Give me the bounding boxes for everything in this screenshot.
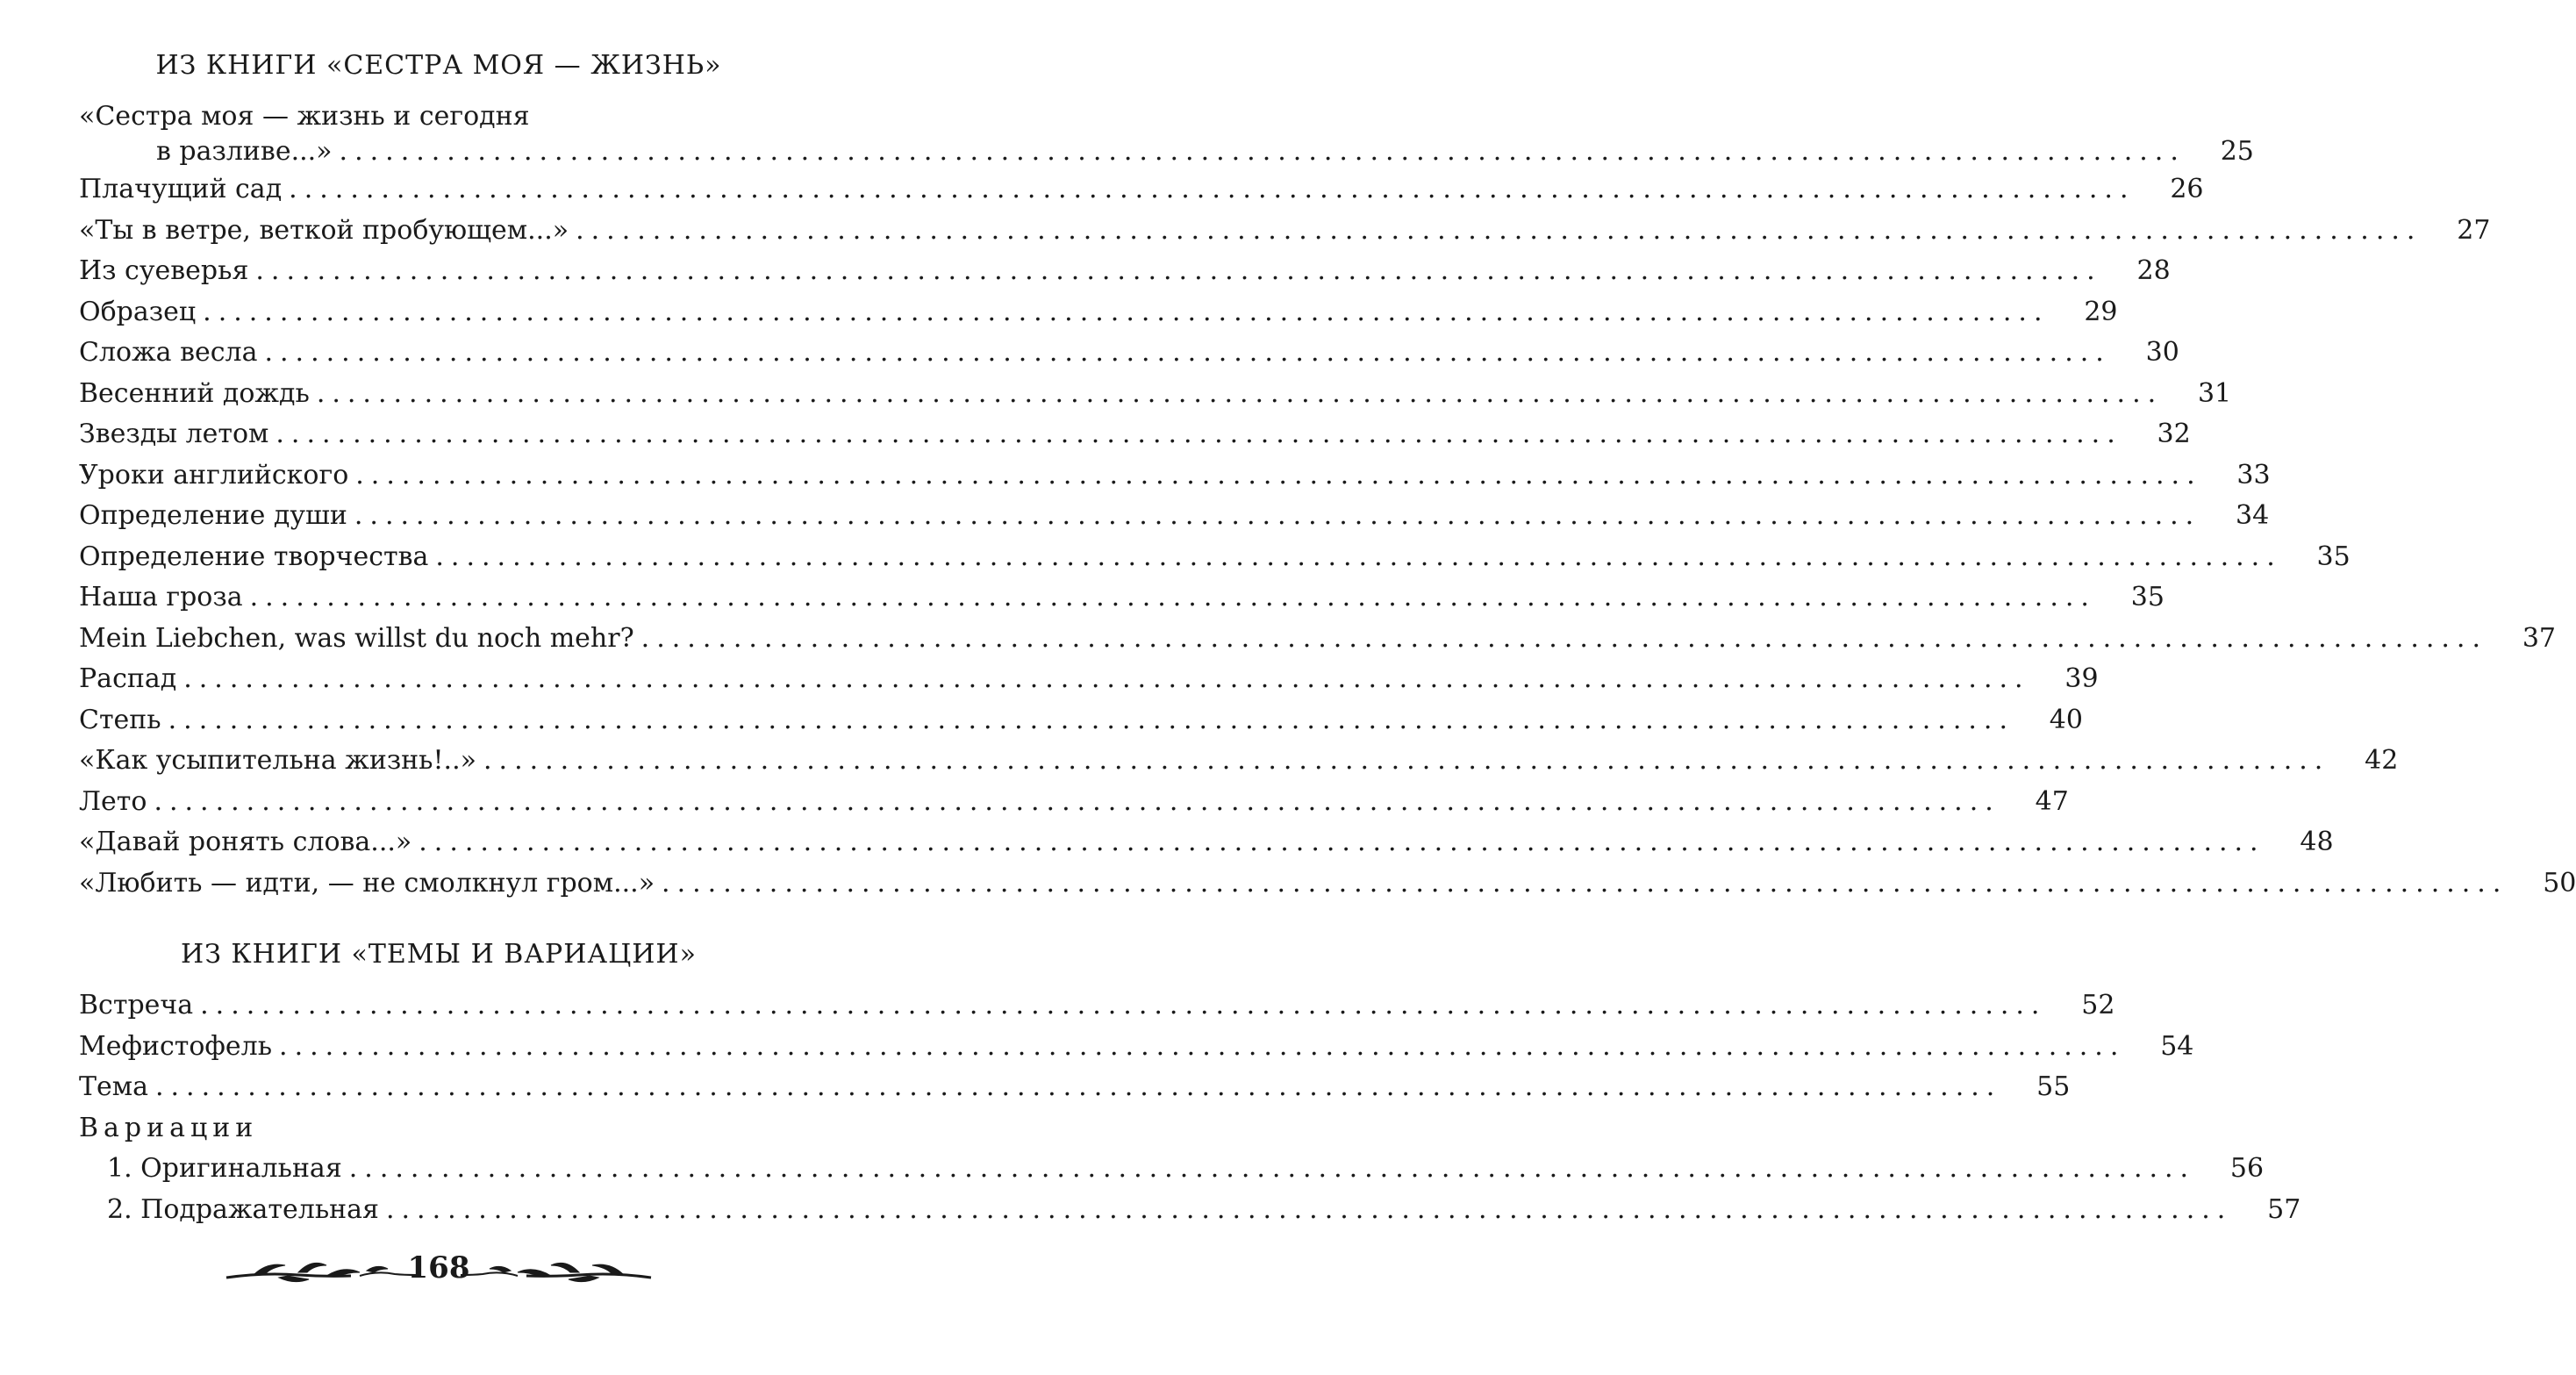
entry-page: 50 [2543, 868, 2576, 899]
entry-title: Лето [79, 786, 147, 817]
leader-dots: ........................................................................................................................ [264, 337, 2111, 368]
entry-page: 34 [2236, 500, 2270, 531]
entry-title: Встреча [79, 990, 194, 1021]
leader-dots: ........................................................................................................................ [385, 1194, 2233, 1225]
entry-title: Сложа весла [79, 337, 258, 368]
entry-title: Определение творчества [79, 541, 429, 572]
leader-dots: ........................................................................................................................ [289, 174, 2136, 204]
leader-dots: ........................................................................................................................ [154, 1071, 2002, 1102]
entry-page: 26 [2170, 174, 2204, 204]
toc-entry [79, 337, 2179, 368]
leader-dots: ........................................................................................................................ [200, 990, 2047, 1021]
entry-page: 47 [2035, 786, 2069, 817]
toc-entry [79, 786, 2069, 817]
entry-title: «Любить — идти, — не смолкнул гром...» [79, 868, 655, 899]
toc-entry [79, 705, 2083, 735]
entry-title: Образец [79, 297, 197, 327]
toc-entry [79, 419, 2191, 449]
section-title-2: ИЗ КНИГИ «ТЕМЫ И ВАРИАЦИИ» [181, 939, 697, 970]
entry-page: 27 [2457, 215, 2491, 246]
leader-dots: ........................................................................................................................ [279, 1031, 2126, 1062]
leader-dots: ........................................................................................................................ [354, 500, 2201, 531]
entry-page: 25 [2220, 136, 2254, 167]
entry-title: Распад [79, 663, 177, 694]
toc-entry [79, 174, 2204, 204]
entry-title: Степь [79, 705, 161, 735]
page-footer [0, 1246, 877, 1299]
leader-dots: ........................................................................................................................ [576, 215, 2422, 246]
leader-dots: ........................................................................................................................ [183, 663, 2030, 694]
entry-title: Определение души [79, 500, 347, 531]
entry-page: 52 [2081, 990, 2115, 1021]
leader-dots: ........................................................................................................................ [249, 582, 2096, 612]
toc-entry [79, 663, 2099, 694]
entry-page: 29 [2084, 297, 2118, 327]
leader-dots: ........................................................................................................................ [154, 786, 2000, 817]
leader-dots: ........................................................................................................................ [355, 460, 2202, 491]
page-number: 168 [407, 1250, 470, 1285]
toc-entry [79, 297, 2118, 327]
entry-page: 35 [2316, 541, 2351, 572]
toc-entry [79, 582, 2165, 612]
entry-title: 2. Подражательная [107, 1194, 379, 1225]
toc-subentry [79, 1153, 2265, 1184]
toc-entry [79, 623, 2557, 654]
entry-page: 48 [2300, 827, 2334, 857]
toc-entry [79, 1031, 2194, 1062]
toc-entry [79, 1071, 2071, 1102]
entry-page: 35 [2130, 582, 2165, 612]
toc-entry [79, 378, 2232, 409]
entry-page: 28 [2136, 255, 2171, 286]
leader-dots: ........................................................................................................................ [255, 255, 2102, 286]
entry-title: 1. Оригинальная [107, 1153, 342, 1184]
leader-dots: ........................................................................................................................ [168, 705, 2014, 735]
entry-title: Весенний дождь [79, 378, 310, 409]
toc-entry [79, 500, 2270, 531]
toc-entry [79, 541, 2351, 572]
leader-dots: ........................................................................................................................ [203, 297, 2050, 327]
leader-dots: ........................................................................................................................ [419, 827, 2265, 857]
entry-title-continuation: в разливе...» [156, 136, 333, 167]
entry-page: 30 [2145, 337, 2179, 368]
entry-title: Наша гроза [79, 582, 243, 612]
entry-title: Из суеверья [79, 255, 249, 286]
entry-page: 32 [2157, 419, 2191, 449]
entry-title: Тема [79, 1071, 148, 1102]
toc-entry [79, 101, 2254, 167]
toc-subentry [79, 1194, 2301, 1225]
entry-title: «Как усыпительна жизнь!..» [79, 745, 476, 776]
entry-page: 54 [2160, 1031, 2194, 1062]
subheading-variations: Вариации [79, 1113, 259, 1143]
section-title-1: ИЗ КНИГИ «СЕСТРА МОЯ — ЖИЗНЬ» [155, 50, 722, 81]
entry-title: «Давай ронять слова...» [79, 827, 412, 857]
entry-title: «Ты в ветре, веткой пробующем...» [79, 215, 569, 246]
toc-entry [79, 827, 2334, 857]
toc-entry [79, 990, 2115, 1021]
entry-title: «Сестра моя — жизнь и сегодня [79, 101, 530, 132]
leader-dots: ........................................................................................................................ [435, 541, 2282, 572]
entry-title: Мефистофель [79, 1031, 273, 1062]
leader-dots: ........................................................................................................................ [316, 378, 2164, 409]
toc-entry [79, 745, 2399, 776]
entry-page: 56 [2229, 1153, 2265, 1184]
entry-page: 55 [2036, 1071, 2071, 1102]
toc-entry [79, 460, 2271, 491]
toc-entry [79, 215, 2491, 246]
leader-dots: ........................................................................................................................ [483, 745, 2330, 776]
entry-page: 57 [2267, 1194, 2301, 1225]
leader-dots: ........................................................................................................................ [640, 623, 2488, 654]
leader-dots: ........................................................................................................................ [275, 419, 2122, 449]
toc-entry [79, 255, 2171, 286]
entry-title: Уроки английского [79, 460, 349, 491]
entry-page: 42 [2365, 745, 2399, 776]
leader-dots: ........................................................................................................................ [348, 1153, 2196, 1184]
entry-page: 39 [2064, 663, 2099, 694]
leader-dots: ........................................................................................................................ [662, 868, 2508, 899]
entry-page: 37 [2522, 623, 2557, 654]
entry-page: 31 [2197, 378, 2232, 409]
entry-title: Mein Liebchen, was willst du noch mehr? [79, 623, 634, 654]
entry-page: 33 [2236, 460, 2271, 491]
entry-title: Плачущий сад [79, 174, 283, 204]
toc-entry [79, 868, 2576, 899]
leader-dots: ........................................................................................................................ [339, 136, 2186, 167]
entry-title: Звезды летом [79, 419, 269, 449]
entry-page: 40 [2049, 705, 2083, 735]
